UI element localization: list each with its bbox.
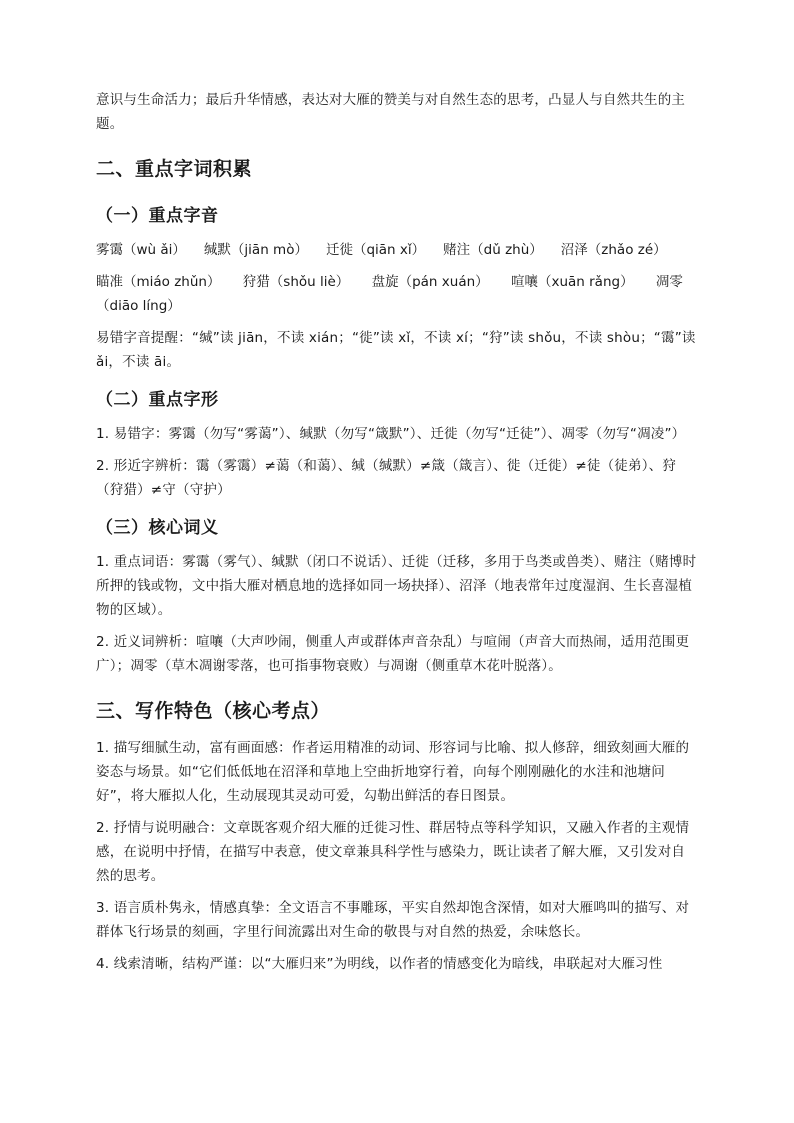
pronunciation-row-2 bbox=[96, 270, 698, 318]
sub3-heading: （三）核心词义 bbox=[96, 518, 219, 538]
pronunciation-item: 赌注（dǔ zhù） bbox=[443, 242, 543, 258]
pronunciation-item: 沼泽（zhǎo zé） bbox=[560, 242, 667, 258]
pronunciation-item: 瞄准（miáo zhǔn） bbox=[96, 274, 221, 290]
intro-paragraph: 意识与生命活力；最后升华情感，表达对大雁的赞美与对自然生态的思考，凸显人与自然共生的主题。 bbox=[96, 92, 686, 132]
writing-paragraph-2: 2. 抒情与说明融合：文章既客观介绍大雁的迁徙习性、群居特点等科学知识，又融入作者的主观情感，在说明中抒情，在描写中表意，使文章兼具科学性与感染力，既让读者了解大雁，又引发对自然的思考。 bbox=[96, 820, 690, 884]
section3-heading: 三、写作特色（核心考点） bbox=[96, 700, 331, 722]
pronunciation-row-1 bbox=[96, 238, 698, 262]
meaning-paragraph-1: 1. 重点词语：雾霭（雾气）、缄默（闭口不说话）、迁徙（迁移，多用于鸟类或兽类）、赌注（赌博时所押的钱或物，文中指大雁对栖息地的选择如同一场抉择）、沼泽（地表常年过度湿润、生长喜湿植物的区域）。 bbox=[96, 554, 697, 618]
pronunciation-item: 凋零（diāo líng） bbox=[96, 274, 683, 314]
glyph-paragraph-2: 2. 形近字辨析：霭（雾霭）≠蔼（和蔼）、缄（缄默）≠箴（箴言）、徙（迁徙）≠徒（徒弟）、狩（狩猎）≠守（守护） bbox=[96, 458, 677, 498]
sub2-heading: （二）重点字形 bbox=[96, 390, 219, 410]
sub1-heading: （一）重点字音 bbox=[96, 206, 219, 226]
writing-paragraph-1: 1. 描写细腻生动，富有画面感：作者运用精准的动词、形容词与比喻、拟人修辞，细致刻画大雁的姿态与场景。如“它们低低地在沼泽和草地上空曲折地穿行着，向每个刚刚融化的水洼和池塘问好”，将大雁拟人化，生动展现其灵动可爱，勾勒出鲜活的春日图景。 bbox=[96, 740, 690, 804]
writing-paragraph-3: 3. 语言质朴隽永，情感真挚：全文语言不事雕琢，平实自然却饱含深情，如对大雁鸣叫的描写、对群体飞行场景的刻画，字里行间流露出对生命的敬畏与对自然的热爱，余味悠长。 bbox=[96, 900, 690, 940]
pronunciation-item: 喧嚷（xuān rǎng） bbox=[510, 274, 634, 290]
pronunciation-item: 盘旋（pán xuán） bbox=[371, 274, 489, 290]
pronunciation-item: 雾霭（wù ǎi） bbox=[96, 242, 186, 258]
pronunciation-item: 狩猎（shǒu liè） bbox=[242, 274, 350, 290]
document-page bbox=[96, 88, 698, 984]
glyph-paragraph-1: 1. 易错字：雾霭（勿写“雾蔼”）、缄默（勿写“箴默”）、迁徙（勿写“迁徒”）、凋零（勿写“凋凌”） bbox=[96, 426, 686, 442]
pronunciation-tip: 易错字音提醒：“缄”读 jiān，不读 xián；“徙”读 xǐ，不读 xí；“狩”读 shǒu，不读 shòu；“霭”读ǎi，不读 āi。 bbox=[96, 330, 696, 370]
pronunciation-item: 迁徙（qiān xǐ） bbox=[325, 242, 426, 258]
writing-paragraph-4: 4. 线索清晰，结构严谨：以“大雁归来”为明线，以作者的情感变化为暗线，串联起对大雁习性 bbox=[96, 956, 663, 972]
meaning-paragraph-2: 2. 近义词辨析：喧嚷（大声吵闹，侧重人声或群体声音杂乱）与喧闹（声音大而热闹，适用范围更广）；凋零（草木凋谢零落，也可指事物衰败）与凋谢（侧重草木花叶脱落）。 bbox=[96, 634, 690, 674]
section2-heading: 二、重点字词积累 bbox=[96, 158, 253, 180]
pronunciation-item: 缄默（jiān mò） bbox=[203, 242, 308, 258]
